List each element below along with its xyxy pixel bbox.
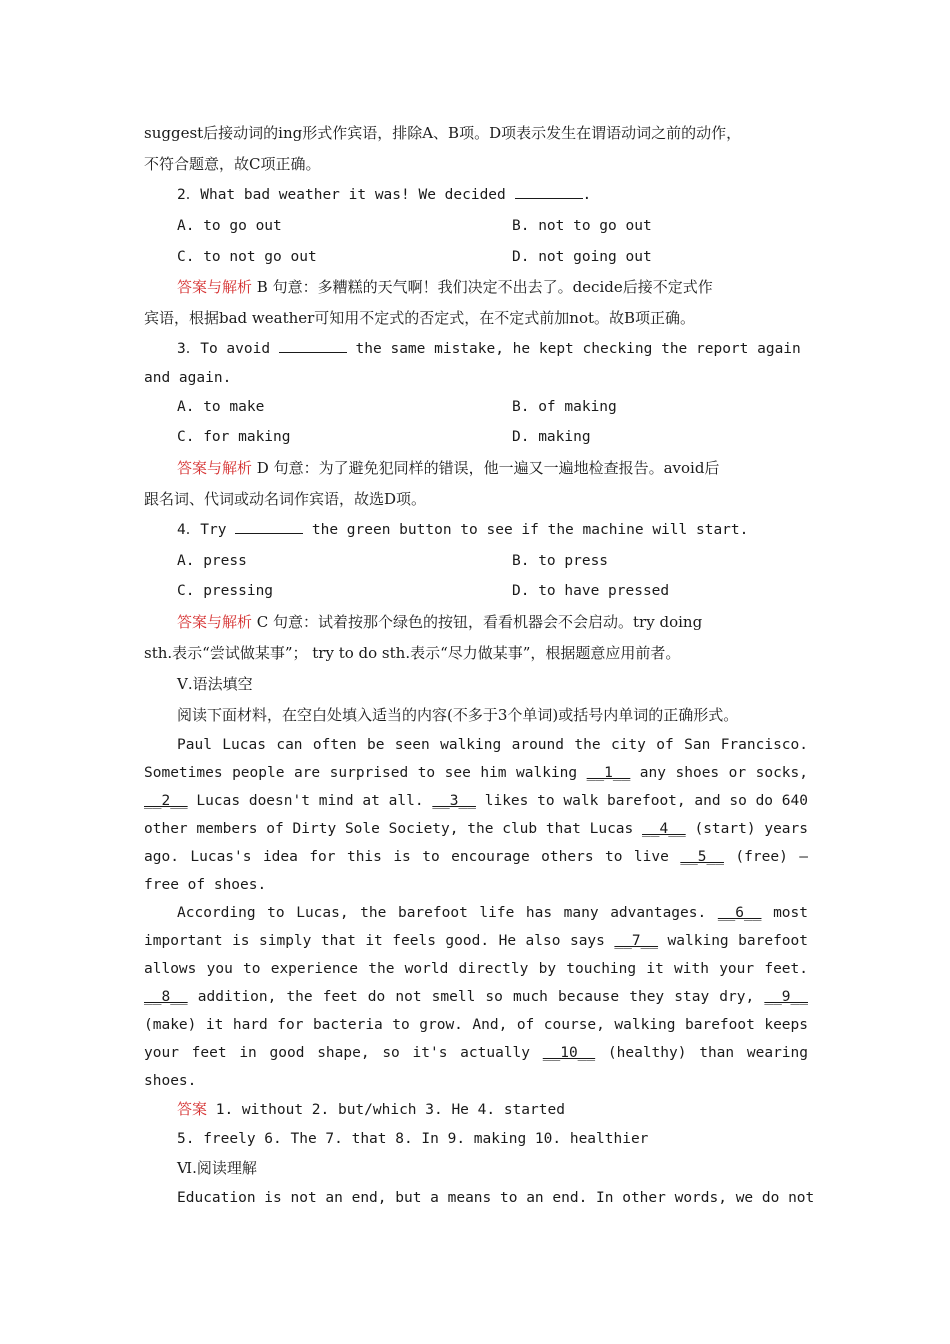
passage-text: ago. Lucas's idea for this is to encourage others to live xyxy=(144,849,681,865)
question-2-stem-after: . xyxy=(582,187,592,203)
passage-line xyxy=(144,763,808,783)
answers-label: 答案 xyxy=(177,1100,208,1118)
question-2-stem-before: 2．What bad weather it was! We decided xyxy=(177,187,515,203)
answer-label: 答案与解析 xyxy=(177,613,253,631)
section-5-instruction: 阅读下面材料，在空白处填入适当的内容(不多于3个单词)或括号内单词的正确形式。 xyxy=(177,706,739,724)
question-3-answer-line-2: 跟名词、代词或动名词作宾语，故选D项。 xyxy=(144,490,427,508)
passage-text: Lucas doesn't mind at all. xyxy=(187,793,433,809)
question-4-answer-line-2: sth.表示“尝试做某事”； try to do sth.表示“尽力做某事”，根据题意应用前者。 xyxy=(144,644,681,662)
answers-line-2: 5. freely 6. The 7. that 8. In 9. making 10. healthier xyxy=(177,1131,649,1147)
option-b: B. of making xyxy=(512,399,617,415)
answer-explanation: D 句意：为了避免犯同样的错误，他一遍又一遍地检查报告。avoid后 xyxy=(252,459,720,477)
passage-line: allows you to experience the world directly by touching it with your feet. xyxy=(144,961,808,977)
answer-label: 答案与解析 xyxy=(177,278,253,296)
blank-2: __2__ xyxy=(144,793,188,809)
question-4-answer-line-1 xyxy=(177,612,808,632)
question-2-answer-line-1 xyxy=(177,277,808,297)
passage-line xyxy=(144,987,808,1007)
option-b: B. not to go out xyxy=(512,218,652,234)
question-3-stem xyxy=(177,339,808,359)
passage-line: shoes. xyxy=(144,1073,197,1089)
passage-text: most xyxy=(761,905,808,921)
question-3-stem-line-2: and again. xyxy=(144,370,232,386)
question-3-stem-after: the same mistake, he kept checking the report again xyxy=(346,341,801,357)
answer-explanation: B 句意：多糟糕的天气啊！我们决定不出去了。decide后接不定式作 xyxy=(252,278,713,296)
option-b: B. to press xyxy=(512,553,609,569)
passage-line xyxy=(144,931,808,951)
intro-line-2: 不符合题意，故C项正确。 xyxy=(144,155,321,173)
blank-6: __6__ xyxy=(717,905,762,921)
passage-line: free of shoes. xyxy=(144,877,267,893)
blank-7: __7__ xyxy=(614,933,659,949)
question-3-stem-before: 3．To avoid xyxy=(177,341,279,357)
answer-label: 答案与解析 xyxy=(177,459,253,477)
passage-text: walking barefoot xyxy=(658,933,808,949)
question-4-stem-after: the green button to see if the machine will start. xyxy=(303,522,749,538)
section-6-text-line: Education is not an end, but a means to an end. In other words, we do not xyxy=(177,1190,815,1206)
question-2-options-row-1 xyxy=(177,216,808,236)
passage-line xyxy=(144,819,808,839)
passage-line xyxy=(144,791,808,811)
section-6-title: Ⅵ.阅读理解 xyxy=(177,1159,257,1177)
passage-line xyxy=(144,1043,808,1063)
option-c: C. for making xyxy=(177,429,291,445)
passage-text: other members of Dirty Sole Society, the club that Lucas xyxy=(144,821,643,837)
blank-5: __5__ xyxy=(680,849,724,865)
answer-blank xyxy=(515,185,583,199)
passage-text: According to Lucas, the barefoot life has many advantages. xyxy=(177,905,718,921)
passage-line xyxy=(144,847,808,867)
question-4-stem-before: 4．Try xyxy=(177,522,236,538)
passage-line xyxy=(177,903,808,923)
answers-line-1 xyxy=(177,1099,808,1120)
passage-text: (healthy) than wearing xyxy=(595,1045,808,1061)
answer-explanation: C 句意：试着按那个绿色的按钮，看看机器会不会启动。try doing xyxy=(252,613,703,631)
answer-blank xyxy=(279,339,347,353)
option-c: C. pressing xyxy=(177,583,274,599)
passage-text: any shoes or socks, xyxy=(630,765,808,781)
passage-text: likes to walk barefoot, and so do 640 xyxy=(475,793,808,809)
question-3-answer-line-1 xyxy=(177,458,808,478)
question-4-stem xyxy=(177,520,808,540)
option-d: D. to have pressed xyxy=(512,583,670,599)
blank-3: __3__ xyxy=(432,793,476,809)
intro-line-1: suggest后接动词的ing形式作宾语，排除A、B项。D项表示发生在谓语动词之前的动作， xyxy=(144,124,742,142)
question-2-options-row-2 xyxy=(177,247,808,267)
passage-text: your feet in good shape, so it's actually xyxy=(144,1045,543,1061)
passage-text: important is simply that it feels good. He also says xyxy=(144,933,615,949)
option-a: A. to make xyxy=(177,399,265,415)
passage-line: (make) it hard for bacteria to grow. And, of course, walking barefoot keeps xyxy=(144,1017,808,1033)
section-5-title: Ⅴ.语法填空 xyxy=(177,675,253,693)
passage-text: (start) years xyxy=(685,821,808,837)
blank-1: __1__ xyxy=(586,765,631,781)
question-2-stem xyxy=(177,185,808,205)
blank-8: __8__ xyxy=(144,989,188,1005)
passage-text: addition, the feet do not smell so much because they stay dry, xyxy=(187,989,765,1005)
passage-line: Paul Lucas can often be seen walking around the city of San Francisco. xyxy=(177,737,808,753)
blank-10: __10__ xyxy=(542,1045,596,1061)
blank-4: __4__ xyxy=(642,821,686,837)
option-d: D. not going out xyxy=(512,249,652,265)
passage-text: Sometimes people are surprised to see him walking xyxy=(144,765,587,781)
question-3-options-row-1 xyxy=(177,397,808,417)
question-4-options-row-1 xyxy=(177,551,808,571)
option-a: A. to go out xyxy=(177,218,282,234)
passage-text: (free) — xyxy=(723,849,808,865)
answers-list: 1. without 2. but/which 3. He 4. started xyxy=(207,1102,565,1118)
question-3-options-row-2 xyxy=(177,427,808,447)
option-d: D. making xyxy=(512,429,591,445)
question-2-answer-line-2: 宾语，根据bad weather可知用不定式的否定式，在不定式前加not。故B项正确。 xyxy=(144,309,696,327)
blank-9: __9__ xyxy=(764,989,808,1005)
question-4-options-row-2 xyxy=(177,581,808,601)
option-c: C. to not go out xyxy=(177,249,317,265)
option-a: A. press xyxy=(177,553,247,569)
answer-blank xyxy=(235,520,303,534)
